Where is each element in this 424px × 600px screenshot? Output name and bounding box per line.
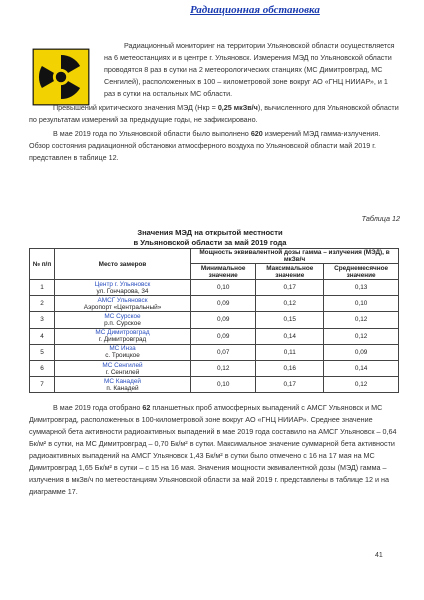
header-group: Мощность эквивалентной дозы гамма – излучения (МЭД), в мкЗв/ч xyxy=(191,249,399,264)
header-min: Минимальное значение xyxy=(191,264,256,280)
intro-text xyxy=(29,40,399,164)
table-row: 6 МС Сенгилей г. Сенгилей 0,12 0,16 0,14 xyxy=(30,360,399,376)
table-caption: Таблица 12 xyxy=(361,214,400,223)
section-title: Радиационная обстановка xyxy=(190,4,320,16)
table-title: Значения МЭД на открытой местности в Ульяновской области за май 2019 года xyxy=(133,228,287,247)
table-row: 1 Центр г. Ульяновск ул. Гончарова, 34 0,10 0,17 0,13 xyxy=(30,280,399,296)
table-row: 4 МС Димитровград г. Димитровград 0,09 0,14 0,12 xyxy=(30,328,399,344)
intro-paragraph-1: Радиационный мониторинг на территории Ульяновской области осуществляется на 6 метеостанциях и в центре г. Ульяновск. Измерения МЭД по Ульяновской области проводятся 8 раз в сутки на 2 метеорологических станциях (МС Димитровград, МС Сенгилей), расположенных в 100 – километровой зоне вокруг АО «ГНЦ НИИАР», и 1 раз в сутки на остальных МС области. xyxy=(104,41,395,98)
after-paragraph: В мае 2019 года отобрано 62 планшетных проб атмосферных выпадений с АМСГ Ульяновск и МС Димитровград, расположенных в 100-километровой зоне вокруг АО «ГНЦ НИИАР». Среднее значение суммарной бета активности радиоактивных выпадений в мае 2019 года составило на АМСГ Ульяновск – 0,64 Бк/м² в сутки, на МС Димитровград – 0,70 Бк/м² в сутки. Максимальное значение суммарной бета активности радиоактивных выпадений на АМСГ Ульяновск 1,43 Бк/м² в сутки было отмечено с 16 на 17 мая на МС Димитровград 1,65 Бк/м² в сутки – с 15 на 16 мая. Значения мощности эквивалентной дозы (МЭД) гамма – излучения в мкЗв/ч по метеостанциям Ульяновской области за май 2019 г. представлены в таблице 12 и на диаграмме 17. xyxy=(29,403,397,496)
after-table-text xyxy=(29,402,399,498)
header-max: Максимальное значение xyxy=(256,264,324,280)
header-place: Место замеров xyxy=(55,249,191,280)
med-values-table xyxy=(29,248,399,393)
table-row: 7 МС Канадей п. Канадей 0,10 0,17 0,12 xyxy=(30,377,399,393)
table-row: 2 АМСГ Ульяновск Аэропорт «Центральный» 0,09 0,12 0,10 xyxy=(30,296,399,312)
page-number: 41 xyxy=(375,552,383,559)
intro-paragraph-2: Превышений критического значения МЭД (Нкр = 0,25 мкЗв/ч), вычисленного для Ульяновской области по результатам измерений за предыдущие годы, не зафиксировано. xyxy=(29,103,399,124)
header-num: № п/п xyxy=(30,249,55,280)
header-avg: Среднемесячное значение xyxy=(324,264,399,280)
table-row: 5 МС Инза с. Троицкое 0,07 0,11 0,09 xyxy=(30,344,399,360)
intro-paragraph-3: В мае 2019 года по Ульяновской области было выполнено 620 измерений МЭД гамма-излучения. Обзор состояния радиационной обстановки атмосферного воздуха по Ульяновской области май 2019 г. представлен в таблице 12. xyxy=(29,129,381,162)
table-row: 3 МС Сурское р.п. Сурское 0,09 0,15 0,12 xyxy=(30,312,399,328)
